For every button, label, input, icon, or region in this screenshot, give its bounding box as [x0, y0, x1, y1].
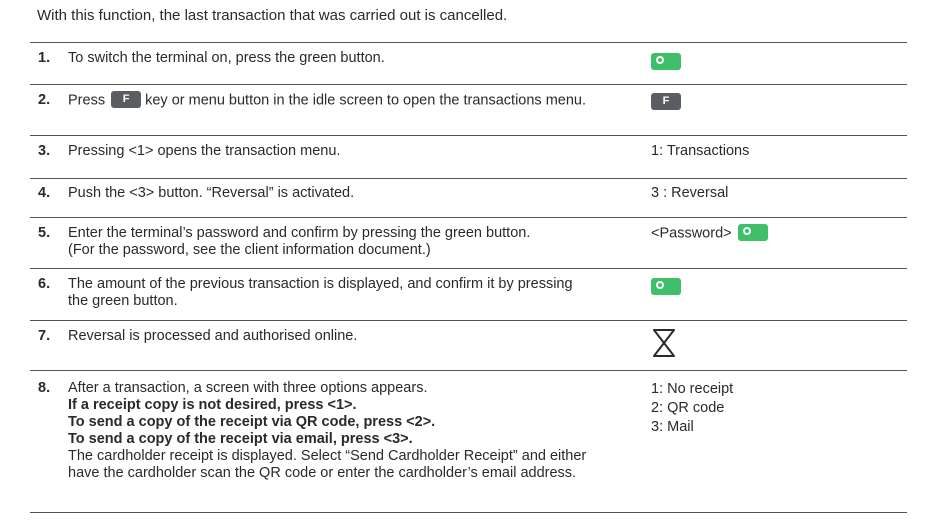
divider — [30, 512, 907, 513]
step-text-before: Press — [68, 92, 106, 109]
green-button-icon — [651, 278, 681, 295]
option-no-receipt: 1: No receipt — [651, 381, 734, 397]
divider — [30, 370, 907, 371]
step-text: After a transaction, a screen with three options appears. If a receipt copy is not desired, press <1>. To send a copy of the receipt via QR code, press <2>. To send a copy of the receipt via email, press <3>. The cardholder receipt is displayed. Select “Send Cardholder Receipt” and either have the cardholder scan the QR code or enter the cardholder’s email address. — [68, 380, 587, 481]
green-button-icon — [651, 53, 681, 70]
divider — [30, 320, 907, 321]
password-label: <Password> — [651, 225, 732, 242]
intro-text: With this function, the last transaction that was carried out is cancelled. — [37, 7, 508, 24]
step-number: 3. — [38, 143, 51, 159]
f-key-icon: F — [111, 91, 141, 108]
divider — [30, 84, 907, 85]
step-number: 1. — [38, 50, 51, 66]
step-text — [68, 92, 638, 109]
divider — [30, 135, 907, 136]
divider — [30, 268, 907, 269]
divider — [30, 178, 907, 179]
step-number: 6. — [38, 276, 51, 292]
step-number: 7. — [38, 328, 51, 344]
option-qr-code: 2: QR code — [651, 400, 725, 416]
step-text: Enter the terminal’s password and confirm by pressing the green button. (For the password, see the client information document.) — [68, 225, 531, 258]
step-number: 8. — [38, 380, 51, 396]
divider — [30, 42, 907, 43]
step-number: 4. — [38, 185, 51, 201]
step-text: Pressing <1> opens the transaction menu. — [68, 143, 341, 159]
option-mail: 3: Mail — [651, 419, 694, 435]
divider — [30, 217, 907, 218]
step-text-after: key or menu button in the idle screen to open the transactions menu. — [145, 92, 587, 109]
step-number: 2. — [38, 92, 51, 108]
step-text: To switch the terminal on, press the green button. — [68, 50, 385, 66]
step-text: Push the <3> button. “Reversal” is activated. — [68, 185, 355, 201]
green-button-icon — [738, 224, 768, 241]
step-text: Reversal is processed and authorised online. — [68, 328, 358, 344]
step-menu-option: 3 : Reversal — [651, 185, 729, 201]
hourglass-icon — [651, 328, 677, 363]
f-key-icon: F — [651, 93, 681, 110]
step-menu-option: 1: Transactions — [651, 143, 750, 159]
receipt-options — [651, 380, 733, 437]
step-password-entry — [651, 225, 768, 242]
step-number: 5. — [38, 225, 51, 241]
step-text: The amount of the previous transaction is displayed, and confirm it by pressing the green button. — [68, 276, 573, 309]
